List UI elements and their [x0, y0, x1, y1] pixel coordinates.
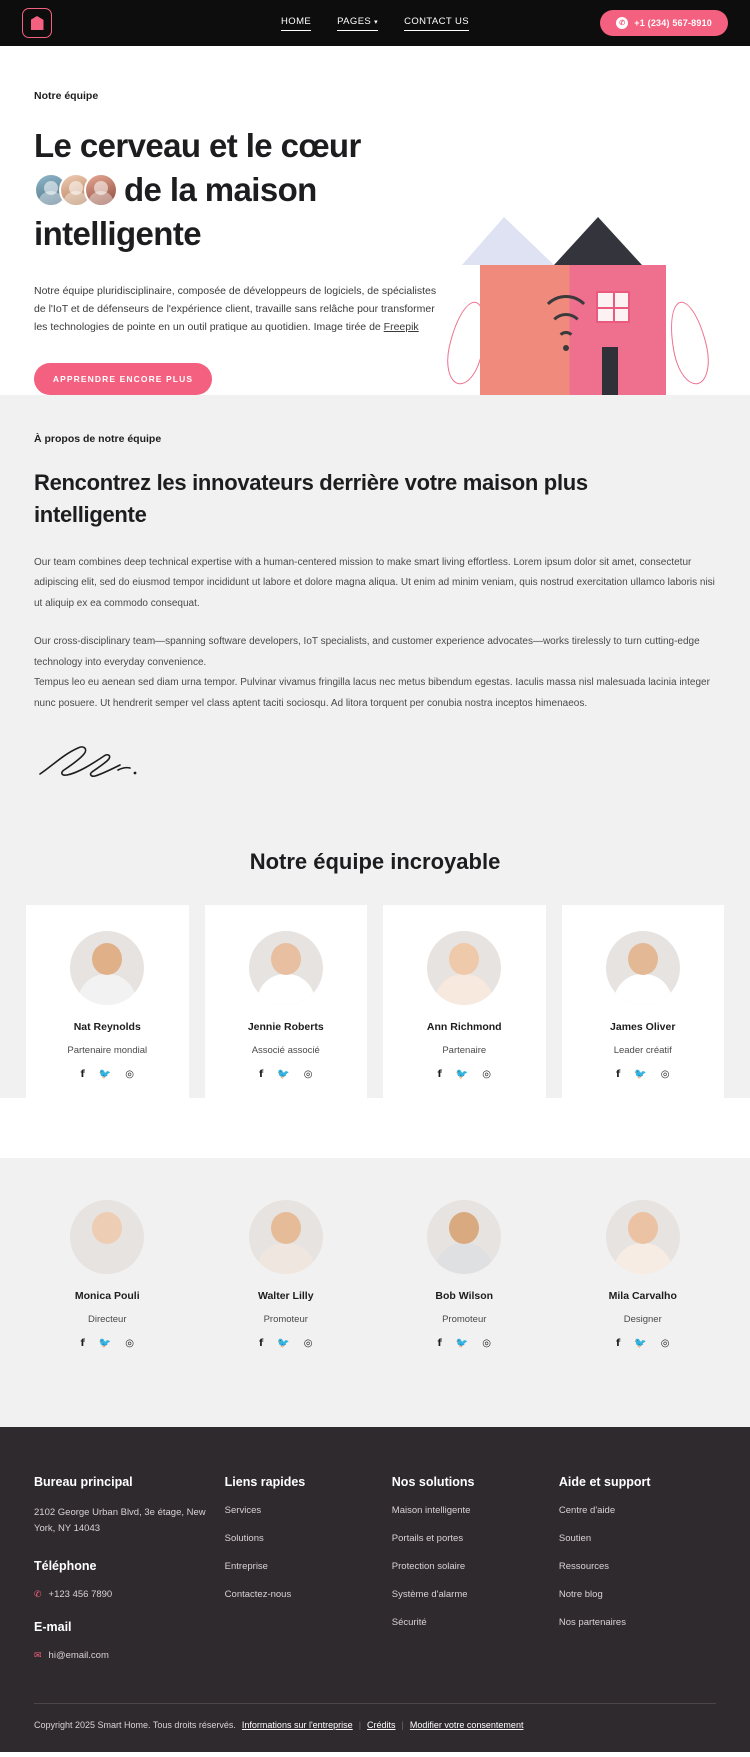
signature-image [34, 740, 144, 782]
footer-col-title: Liens rapides [224, 1475, 306, 1490]
window-icon [596, 291, 630, 323]
copyright-text: Copyright 2025 Smart Home. Tous droits réservés. [34, 1720, 236, 1731]
member-socials [34, 1339, 181, 1349]
footer-phone[interactable] [34, 1589, 215, 1600]
instagram-icon[interactable]: ◎ [125, 1069, 135, 1081]
member-name: Walter Lilly [257, 1290, 314, 1303]
hero-title-line1: Le cerveau et le cœur [34, 127, 361, 164]
team-member-card[interactable] [205, 905, 368, 1098]
member-socials [213, 1070, 360, 1080]
member-name: Jennie Roberts [247, 1021, 324, 1034]
about-section [0, 395, 750, 843]
footer-link[interactable]: Portails et portes [391, 1533, 464, 1545]
member-photo [427, 931, 501, 1005]
instagram-icon[interactable]: ◎ [660, 1338, 670, 1350]
footer-link[interactable]: Ressources [558, 1561, 610, 1573]
member-socials [391, 1339, 538, 1349]
hero-title-line2: de la maison [124, 170, 317, 208]
house-illustration [450, 225, 750, 395]
member-role: Promoteur [442, 1314, 487, 1326]
nav-label-home: HOME [281, 16, 312, 27]
member-name: Mila Carvalho [608, 1290, 677, 1303]
member-socials [34, 1070, 181, 1080]
member-role: Partenaire mondial [67, 1045, 148, 1057]
team-grid-row-2 [0, 1174, 750, 1367]
hero-cta-button[interactable]: APPRENDRE ENCORE PLUS [34, 363, 212, 395]
hero-paragraph [34, 282, 444, 337]
roof-right [554, 217, 642, 265]
team-member-card[interactable] [562, 905, 725, 1098]
about-heading: Rencontrez les innovateurs derrière votre maison plus intelligente [34, 469, 588, 527]
member-socials [570, 1070, 717, 1080]
member-photo [606, 931, 680, 1005]
twitter-icon[interactable]: 🐦 [277, 1338, 290, 1350]
twitter-icon[interactable]: 🐦 [634, 1069, 647, 1081]
footer-link[interactable]: Notre blog [558, 1589, 603, 1601]
mail-icon: ✉ [34, 1650, 42, 1661]
member-socials [213, 1339, 360, 1349]
instagram-icon[interactable]: ◎ [482, 1338, 492, 1350]
footer-link[interactable]: Sécurité [391, 1617, 427, 1629]
house-logo-icon [31, 16, 44, 30]
leaf-right-icon [664, 298, 715, 387]
footer-link[interactable]: Centre d'aide [558, 1505, 616, 1517]
footer-link[interactable]: Solutions [224, 1533, 264, 1545]
avatar [84, 173, 118, 207]
footer-link[interactable]: Contactez-nous [224, 1589, 292, 1601]
facebook-icon[interactable]: 𝗳 [437, 1069, 442, 1081]
about-paragraph-1: Our team combines deep technical expertise with a human-centered mission to make smart living effortless. Lorem ipsum dolor sit amet, consectetur adipiscing elit, sed do eiusmod tempor incididunt ut labore et dolore magna aliqua. Ut enim ad minim veniam, quis nostrud exercitation ullamco laboris nisi ut aliquip ex ea commodo consequat. [34, 556, 715, 609]
instagram-icon[interactable]: ◎ [125, 1338, 135, 1350]
footer-link[interactable]: Entreprise [224, 1561, 268, 1573]
hero-section [0, 46, 750, 395]
instagram-icon[interactable]: ◎ [303, 1069, 313, 1081]
footer-col-quick-links [225, 1475, 382, 1681]
instagram-icon[interactable]: ◎ [303, 1338, 313, 1350]
facebook-icon[interactable]: 𝗳 [615, 1338, 621, 1350]
divider: | [401, 1720, 404, 1731]
footer-col-solutions [392, 1475, 549, 1681]
instagram-icon[interactable]: ◎ [660, 1069, 670, 1081]
phone-button[interactable] [600, 10, 728, 36]
footer-divider [34, 1703, 716, 1704]
team-heading: Notre équipe incroyable [249, 849, 501, 875]
site-header [0, 0, 750, 46]
twitter-icon[interactable]: 🐦 [455, 1069, 469, 1081]
credits-link[interactable]: Crédits [367, 1720, 396, 1731]
instagram-icon[interactable]: ◎ [482, 1069, 492, 1081]
member-name: Monica Pouli [74, 1290, 140, 1303]
company-info-link[interactable]: Informations sur l'entreprise [241, 1720, 353, 1731]
member-photo [427, 1200, 501, 1274]
member-role: Leader créatif [613, 1045, 672, 1057]
consent-link[interactable]: Modifier votre consentement [409, 1720, 524, 1731]
twitter-icon[interactable]: 🐦 [455, 1338, 469, 1350]
footer-link[interactable]: Système d'alarme [391, 1589, 468, 1601]
member-name: James Oliver [610, 1021, 676, 1034]
member-socials [391, 1070, 538, 1080]
nav-item-pages[interactable] [337, 16, 378, 30]
member-name: Nat Reynolds [73, 1021, 141, 1034]
footer-address: 2102 George Urban Blvd, 3e étage, New York, NY 14043 [34, 1507, 206, 1535]
phone-icon: ✆ [616, 17, 628, 29]
facebook-icon[interactable]: 𝗳 [80, 1069, 85, 1081]
footer-bottom [34, 1720, 716, 1730]
main-nav [281, 16, 469, 30]
twitter-icon[interactable]: 🐦 [634, 1338, 647, 1350]
chevron-down-icon: ▾ [374, 19, 379, 26]
member-photo [249, 931, 323, 1005]
footer-phone-title: Téléphone [34, 1559, 97, 1574]
nav-label-contact-us: CONTACT US [404, 16, 469, 27]
footer-col-title: Nos solutions [391, 1475, 475, 1490]
facebook-icon[interactable]: 𝗳 [80, 1338, 85, 1350]
site-footer [0, 1427, 750, 1752]
member-name: Ann Richmond [426, 1021, 502, 1034]
member-role: Associé associé [251, 1045, 320, 1057]
member-photo [606, 1200, 680, 1274]
hero-title-line3: intelligente [34, 214, 201, 252]
facebook-icon[interactable]: 𝗳 [258, 1338, 264, 1350]
team-member-card[interactable] [26, 1174, 189, 1367]
divider: | [358, 1720, 362, 1731]
twitter-icon[interactable]: 🐦 [277, 1069, 290, 1081]
about-eyebrow: À propos de notre équipe [34, 432, 162, 445]
member-photo [70, 1200, 144, 1274]
facebook-icon[interactable]: 𝗳 [615, 1069, 621, 1081]
facebook-icon[interactable]: 𝗳 [258, 1069, 264, 1081]
footer-col-support [559, 1475, 716, 1681]
footer-columns [34, 1475, 716, 1681]
hero-title [34, 124, 454, 256]
footer-email[interactable] [34, 1650, 215, 1661]
member-photo [70, 931, 144, 1005]
team-member-card[interactable] [26, 905, 189, 1098]
footer-col-office [34, 1475, 215, 1681]
freepik-link[interactable]: Freepik [383, 321, 419, 334]
team-grid-row-1 [0, 905, 750, 1098]
footer-link[interactable]: Maison intelligente [391, 1505, 471, 1517]
nav-item-home[interactable] [281, 16, 311, 30]
footer-link[interactable]: Services [224, 1505, 262, 1517]
footer-email-title: E-mail [34, 1620, 72, 1635]
footer-link[interactable]: Soutien [558, 1533, 592, 1545]
member-role: Promoteur [263, 1314, 308, 1326]
about-paragraph-3: Tempus leo eu aenean sed diam urna tempor. Pulvinar vivamus fringilla lacus nec metus bibendum egestas. Iaculis massa nisl malesuada lacinia integer nunc posuere. Ut hendrerit semper vel class aptent taciti sociosqu. Ad litora torquent per conubia nostra inceptos himenaeos. [34, 677, 710, 709]
door-icon [602, 347, 618, 395]
hero-avatar-group [34, 173, 118, 207]
team-rows [0, 905, 750, 1427]
phone-icon: ✆ [34, 1589, 42, 1600]
team-section [0, 843, 750, 1427]
hero-paragraph-text: Notre équipe pluridisciplinaire, composée de développeurs de logiciels, de spécialistes de l'IoT et de défenseurs de l'expérience client, travaille sans relâche pour transformer les technologies de pointe en un outil pratique au quotidien. Image tirée de [34, 284, 437, 334]
member-photo [249, 1200, 323, 1274]
member-socials [570, 1339, 717, 1349]
hero-eyebrow: Notre équipe [34, 90, 99, 102]
team-member-card[interactable] [383, 905, 546, 1098]
member-role: Directeur [87, 1314, 127, 1326]
footer-phone-value: +123 456 7890 [48, 1589, 113, 1601]
footer-col-title: Aide et support [558, 1475, 651, 1490]
about-paragraph-2: Our cross-disciplinary team—spanning software developers, IoT specialists, and customer experience advocates—works tirelessly to turn cutting-edge technology into everyday convenience. [34, 636, 700, 668]
phone-button-label: +1 (234) 567-8910 [634, 18, 712, 28]
member-name: Bob Wilson [435, 1290, 494, 1303]
nav-item-contact-us[interactable] [404, 16, 469, 30]
team-member-card[interactable] [562, 1174, 725, 1367]
facebook-icon[interactable]: 𝗳 [437, 1338, 442, 1350]
team-member-card[interactable] [383, 1174, 546, 1367]
twitter-icon[interactable]: 🐦 [98, 1338, 112, 1350]
footer-link[interactable]: Nos partenaires [558, 1617, 626, 1629]
house-body [480, 265, 666, 395]
footer-email-value: hi@email.com [48, 1650, 109, 1662]
roof-left [462, 217, 554, 265]
footer-link[interactable]: Protection solaire [391, 1561, 466, 1573]
team-member-card[interactable] [205, 1174, 368, 1367]
wifi-icon [536, 311, 596, 349]
member-role: Designer [623, 1314, 662, 1326]
member-role: Partenaire [442, 1045, 487, 1057]
smart-home-logo[interactable] [22, 8, 52, 38]
team-strip-spacer [0, 1098, 750, 1158]
nav-label-pages: PAGES [337, 16, 372, 27]
footer-col-title: Bureau principal [34, 1475, 133, 1490]
twitter-icon[interactable]: 🐦 [98, 1069, 112, 1081]
